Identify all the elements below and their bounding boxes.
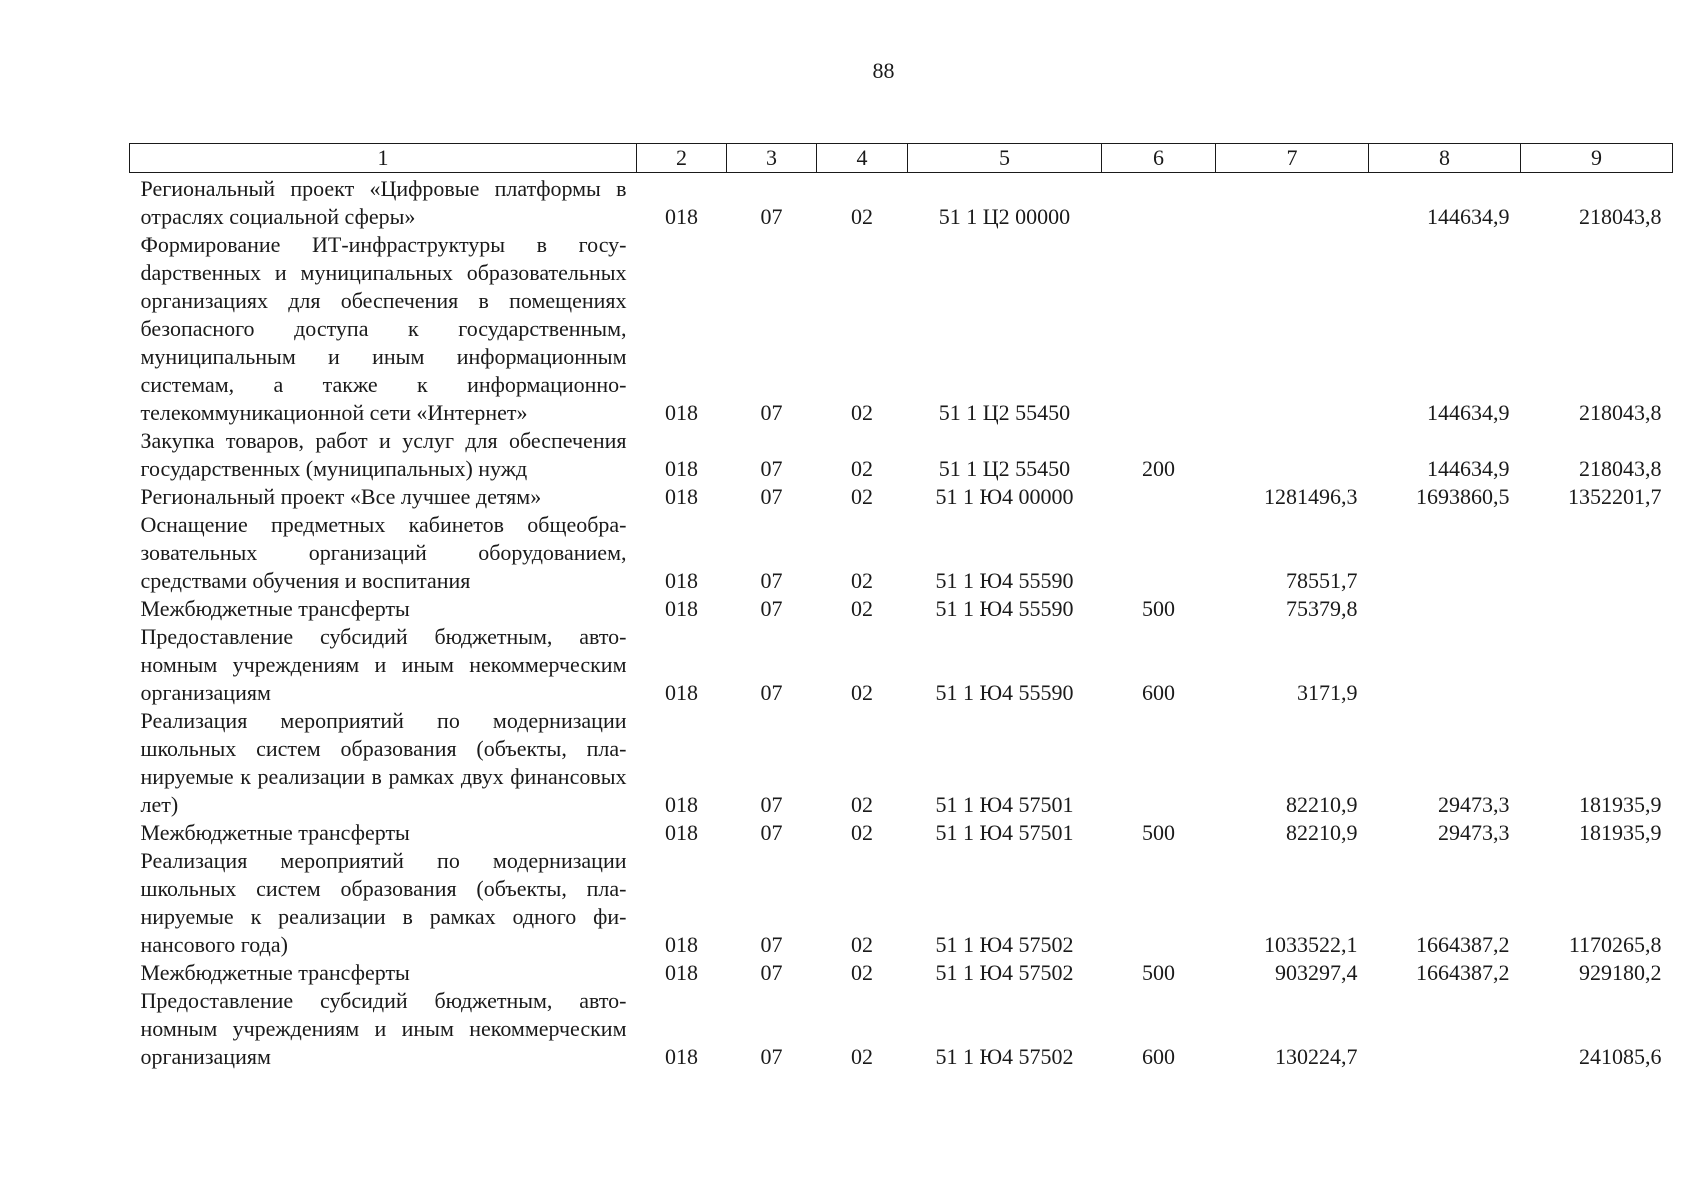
row-name: Закупка товаров, работ и услуг для обеспечения государственных (муниципальных) нужд	[140, 428, 627, 481]
cell-col-8	[1369, 987, 1521, 1071]
cell-col-2: 018	[665, 680, 698, 705]
cell-col-8: 29473,3	[1438, 820, 1510, 845]
cell-col-7: 1033522,1	[1264, 932, 1358, 957]
cell-col-3: 07	[760, 1044, 783, 1069]
cell-col-8: 144634,9	[1427, 400, 1510, 425]
cell-col-3: 07	[760, 204, 783, 229]
cell-col-2: 018	[665, 792, 698, 817]
cell-col-6	[1102, 173, 1216, 232]
row-name: Межбюджетные трансферты	[140, 820, 410, 845]
cell-col-5: 51 1 Ю4 55590	[935, 596, 1074, 621]
row-name: Межбюджетные трансферты	[140, 596, 410, 621]
cell-col-9: 929180,2	[1579, 960, 1662, 985]
table-row	[130, 427, 1673, 483]
cell-col-6: 200	[1142, 456, 1175, 481]
column-header-4: 4	[817, 144, 908, 173]
row-name: Региональный проект «Цифровые платформы в отраслях социальной сферы»	[140, 176, 627, 229]
cell-col-3: 07	[760, 484, 783, 509]
row-name: Предоставление субсидий бюджетным, автономным учреждениям и иным некоммерческим организациям	[140, 624, 627, 705]
table-row	[130, 623, 1673, 707]
cell-col-8: 1693860,5	[1416, 484, 1510, 509]
row-name: Реализация мероприятий по модернизации школьных систем образования (объекты, планируемые к реализации в рамках двух финансовых лет)	[140, 708, 627, 817]
cell-col-2: 018	[665, 568, 698, 593]
cell-col-5: 51 1 Ц2 00000	[938, 204, 1071, 229]
cell-col-6: 600	[1142, 1044, 1175, 1069]
cell-col-7: 82210,9	[1286, 792, 1358, 817]
table-row	[130, 595, 1673, 623]
cell-col-6	[1102, 847, 1216, 959]
cell-col-8	[1369, 623, 1521, 707]
budget-table	[129, 143, 1673, 1071]
cell-col-7: 3171,9	[1297, 680, 1358, 705]
cell-col-3: 07	[760, 960, 783, 985]
cell-col-7: 75379,8	[1286, 596, 1358, 621]
table-row	[130, 819, 1673, 847]
cell-col-7: 78551,7	[1286, 568, 1358, 593]
cell-col-4: 02	[851, 204, 873, 229]
column-header-7: 7	[1216, 144, 1369, 173]
table-row	[130, 959, 1673, 987]
cell-col-9	[1521, 595, 1673, 623]
table-header	[130, 144, 1673, 173]
cell-col-5: 51 1 Ц2 55450	[938, 456, 1071, 481]
cell-col-9: 1170265,8	[1568, 932, 1662, 957]
cell-col-6	[1102, 511, 1216, 595]
column-header-1: 1	[130, 144, 637, 173]
table-row	[130, 847, 1673, 959]
cell-col-6	[1102, 231, 1216, 427]
table-row	[130, 707, 1673, 819]
column-header-9: 9	[1521, 144, 1673, 173]
cell-col-4: 02	[851, 456, 873, 481]
cell-col-5: 51 1 Ю4 57502	[935, 1044, 1074, 1069]
cell-col-3: 07	[760, 456, 783, 481]
cell-col-3: 07	[760, 792, 783, 817]
cell-col-7	[1216, 173, 1369, 232]
cell-col-2: 018	[665, 400, 698, 425]
table-row	[130, 173, 1673, 232]
cell-col-2: 018	[665, 484, 698, 509]
cell-col-3: 07	[760, 932, 783, 957]
table-row	[130, 511, 1673, 595]
cell-col-8: 144634,9	[1427, 456, 1510, 481]
cell-col-4: 02	[851, 960, 873, 985]
cell-col-9: 241085,6	[1579, 1044, 1662, 1069]
cell-col-4: 02	[851, 1044, 873, 1069]
cell-col-4: 02	[851, 680, 873, 705]
table-row	[130, 231, 1673, 427]
row-name: Предоставление субсидий бюджетным, автономным учреждениям и иным некоммерческим организациям	[140, 988, 627, 1069]
cell-col-6: 600	[1142, 680, 1175, 705]
row-name: Реализация мероприятий по модернизации школьных систем образования (объекты, планируемые к реализации в рамках одного финансового года)	[140, 848, 627, 957]
cell-col-8: 1664387,2	[1416, 960, 1510, 985]
cell-col-7	[1216, 427, 1369, 483]
cell-col-6	[1102, 707, 1216, 819]
row-name: Формирование ИТ-инфраструктуры в госуdарственных и муниципальных образовательных организациях для обеспечения в помещениях безопасного доступа к государственным, муниципальным и иным информационным системам, а также к информационно-телекоммуникационной сети «Интернет»	[140, 232, 627, 425]
cell-col-6: 500	[1142, 820, 1175, 845]
cell-col-3: 07	[760, 400, 783, 425]
cell-col-8	[1369, 595, 1521, 623]
cell-col-9: 181935,9	[1579, 820, 1662, 845]
cell-col-2: 018	[665, 960, 698, 985]
cell-col-5: 51 1 Ю4 57502	[935, 932, 1074, 957]
cell-col-4: 02	[851, 820, 873, 845]
cell-col-3: 07	[760, 568, 783, 593]
cell-col-9: 181935,9	[1579, 792, 1662, 817]
cell-col-9: 1352201,7	[1568, 484, 1662, 509]
table-row	[130, 483, 1673, 511]
cell-col-5: 51 1 Ю4 57502	[935, 960, 1074, 985]
cell-col-3: 07	[760, 820, 783, 845]
cell-col-6	[1102, 483, 1216, 511]
cell-col-4: 02	[851, 596, 873, 621]
cell-col-7	[1216, 231, 1369, 427]
column-header-3: 3	[727, 144, 817, 173]
cell-col-7: 130224,7	[1275, 1044, 1358, 1069]
column-header-8: 8	[1369, 144, 1521, 173]
table-row	[130, 987, 1673, 1071]
column-header-6: 6	[1102, 144, 1216, 173]
cell-col-2: 018	[665, 596, 698, 621]
cell-col-8: 144634,9	[1427, 204, 1510, 229]
cell-col-8: 1664387,2	[1416, 932, 1510, 957]
cell-col-9: 218043,8	[1579, 456, 1662, 481]
cell-col-5: 51 1 Ц2 55450	[938, 400, 1071, 425]
cell-col-7: 1281496,3	[1264, 484, 1358, 509]
table-body	[130, 173, 1673, 1072]
cell-col-3: 07	[760, 680, 783, 705]
cell-col-8	[1369, 511, 1521, 595]
cell-col-8: 29473,3	[1438, 792, 1510, 817]
row-name: Оснащение предметных кабинетов общеобразовательных организаций оборудованием, средствами обучения и воспитания	[140, 512, 627, 593]
cell-col-6: 500	[1142, 960, 1175, 985]
cell-col-2: 018	[665, 204, 698, 229]
cell-col-2: 018	[665, 456, 698, 481]
cell-col-2: 018	[665, 820, 698, 845]
cell-col-5: 51 1 Ю4 57501	[935, 792, 1074, 817]
page-number: 88	[872, 58, 895, 83]
cell-col-5: 51 1 Ю4 55590	[935, 568, 1074, 593]
cell-col-7: 82210,9	[1286, 820, 1358, 845]
column-header-2: 2	[637, 144, 727, 173]
cell-col-4: 02	[851, 484, 873, 509]
cell-col-9: 218043,8	[1579, 204, 1662, 229]
cell-col-6: 500	[1142, 596, 1175, 621]
header-row	[130, 144, 1673, 173]
column-header-5: 5	[908, 144, 1102, 173]
cell-col-4: 02	[851, 792, 873, 817]
row-name: Межбюджетные трансферты	[140, 960, 410, 985]
row-name: Региональный проект «Все лучшее детям»	[140, 484, 542, 509]
cell-col-4: 02	[851, 400, 873, 425]
cell-col-7: 903297,4	[1275, 960, 1358, 985]
cell-col-9	[1521, 623, 1673, 707]
cell-col-3: 07	[760, 596, 783, 621]
cell-col-9: 218043,8	[1579, 400, 1662, 425]
cell-col-2: 018	[665, 1044, 698, 1069]
cell-col-5: 51 1 Ю4 55590	[935, 680, 1074, 705]
cell-col-9	[1521, 511, 1673, 595]
cell-col-4: 02	[851, 568, 873, 593]
cell-col-5: 51 1 Ю4 00000	[935, 484, 1074, 509]
cell-col-4: 02	[851, 932, 873, 957]
cell-col-5: 51 1 Ю4 57501	[935, 820, 1074, 845]
cell-col-2: 018	[665, 932, 698, 957]
